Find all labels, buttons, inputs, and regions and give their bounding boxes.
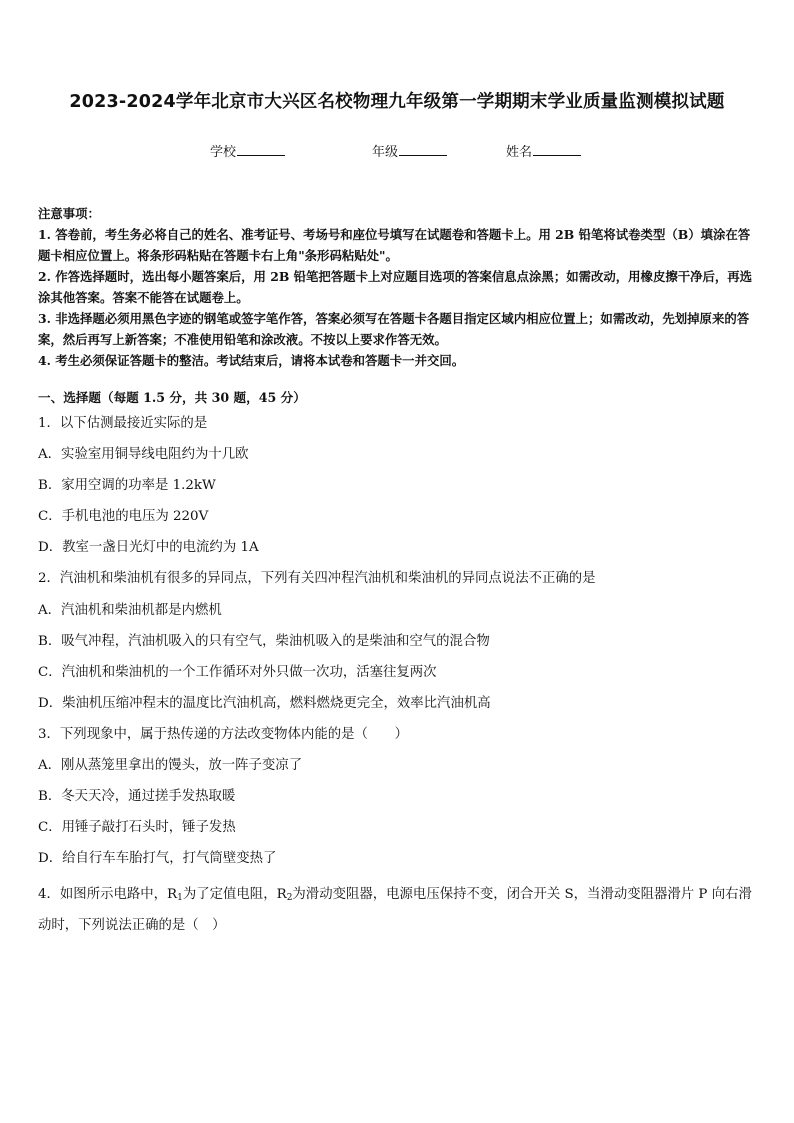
grade-field[interactable] [372, 141, 447, 160]
name-field[interactable] [506, 141, 581, 160]
question-stem: 2．汽油机和柴油机有很多的异同点，下列有关四冲程汽油机和柴油机的异同点说法不正确的是 [38, 571, 596, 587]
option-item: D．柴油机压缩冲程末的温度比汽油机高，燃料燃烧更完全，效率比汽油机高 [38, 695, 491, 711]
option-item: D．教室一盏日光灯中的电流约为 1A [38, 540, 259, 556]
option-item: B．冬天天冷，通过搓手发热取暖 [38, 789, 236, 805]
notice-item: 2. 作答选择题时，选出每小题答案后，用 2B 铅笔把答题卡上对应题目选项的答案信息点涂黑；如需改动，用橡皮擦干净后，再选涂其他答案。答案不能答在试题卷上。 [38, 269, 753, 305]
option-item: C．手机电池的电压为 220V [38, 509, 209, 525]
question-list [38, 413, 760, 941]
notice-heading: 注意事项： [38, 206, 100, 221]
option-item: D．给自行车车胎打气，打气筒壁变热了 [38, 851, 277, 867]
question-stem: 1．以下估测最接近实际的是 [38, 416, 208, 431]
option-item: A．汽油机和柴油机都是内燃机 [38, 602, 222, 618]
q4-part: 4．如图所示电路中，R [38, 887, 178, 903]
notice-item: 3. 非选择题必须用黑色字迹的钢笔或签字笔作答，答案必须写在答题卡各题目指定区域内相应位置上；如需改动，先划掉原来的答案，然后再写上新答案；不准使用铅笔和涂改液。不按以上要求作答无效。 [38, 311, 750, 347]
section-title: 一、选择题（每题 1.5 分，共 30 题，45 分） [38, 390, 306, 405]
q4-part: 为滑动变阻器，电源电压保持不变，闭合开关 S，当滑动变阻器滑片 P 向右滑动时，下列说法正确的是（ ） [38, 887, 752, 934]
notice-block [38, 203, 758, 371]
school-label: 学校 [210, 145, 237, 160]
name-label: 姓名 [506, 145, 533, 160]
question-stem: 3．下列现象中，属于热传递的方法改变物体内能的是（ ） [38, 726, 409, 742]
option-item: B．家用空调的功率是 1.2kW [38, 478, 216, 494]
name-blank[interactable] [533, 142, 581, 156]
student-info-row [0, 141, 794, 161]
option-item: C．汽油机和柴油机的一个工作循环对外只做一次功，活塞往复两次 [38, 664, 437, 680]
q4-part: 为了定值电阻，R [182, 887, 287, 903]
school-field[interactable] [210, 141, 285, 160]
q4-subscript: 1 [177, 893, 183, 904]
q4-subscript: 2 [286, 893, 293, 904]
question-stem-4 [38, 879, 760, 941]
option-item: A．实验室用铜导线电阻约为十几欧 [38, 447, 249, 463]
grade-label: 年级 [372, 145, 399, 160]
school-blank[interactable] [237, 142, 285, 156]
option-item: C．用锤子敲打石头时，锤子发热 [38, 820, 236, 836]
notice-item: 4. 考生必须保证答题卡的整洁。考试结束后，请将本试卷和答题卡一并交回。 [38, 353, 465, 368]
option-item: B．吸气冲程，汽油机吸入的只有空气，柴油机吸入的是柴油和空气的混合物 [38, 633, 490, 649]
notice-item: 1. 答卷前，考生务必将自己的姓名、准考证号、考场号和座位号填写在试题卷和答题卡上。用 2B 铅笔将试卷类型（B）填涂在答题卡相应位置上。将条形码粘贴在答题卡右上角"条形码粘贴处"。 [38, 227, 751, 263]
grade-blank[interactable] [399, 142, 447, 156]
option-item: A．刚从蒸笼里拿出的馒头，放一阵子变凉了 [38, 758, 303, 774]
exam-title: 2023-2024学年北京市大兴区名校物理九年级第一学期期末学业质量监测模拟试题 [69, 92, 725, 112]
